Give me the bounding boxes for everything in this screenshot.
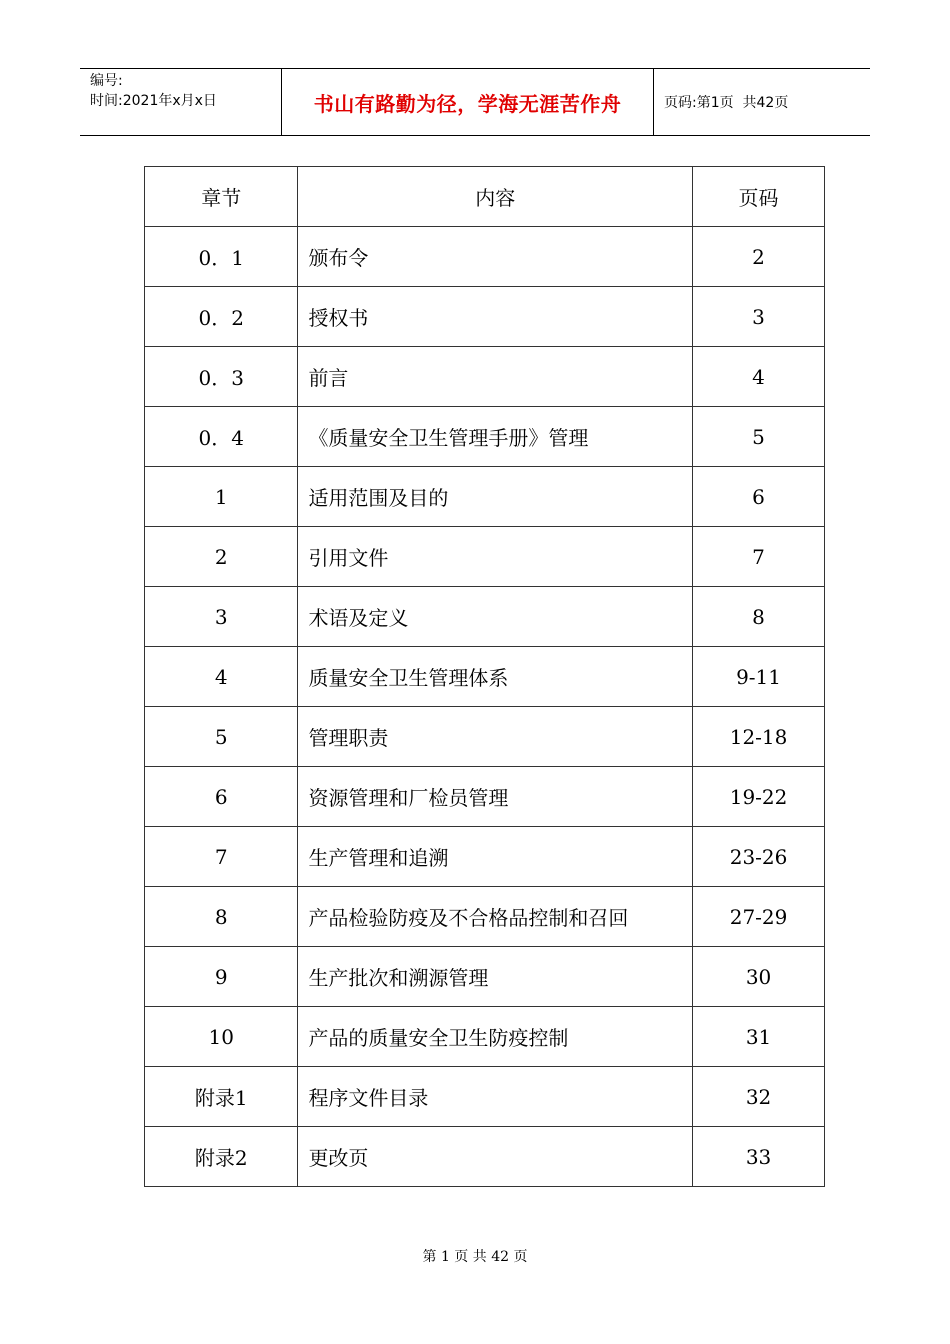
page-cell: 5 (693, 407, 825, 467)
chapter-cell: 10 (145, 1007, 298, 1067)
page-cell: 23-26 (693, 827, 825, 887)
page-cell: 27-29 (693, 887, 825, 947)
chapter-cell: 附录2 (145, 1127, 298, 1187)
table-row (145, 467, 825, 527)
header-page: 页码 (693, 167, 825, 227)
content-cell: 程序文件目录 (298, 1067, 693, 1127)
code-label: 编号: (90, 73, 123, 89)
header-content: 内容 (298, 167, 693, 227)
content-cell: 适用范围及目的 (298, 467, 693, 527)
content-cell: 产品检验防疫及不合格品控制和召回 (298, 887, 693, 947)
table-row (145, 647, 825, 707)
table-row (145, 527, 825, 587)
chapter-cell: 0．1 (145, 227, 298, 287)
content-cell: 《质量安全卫生管理手册》管理 (298, 407, 693, 467)
table-row (145, 227, 825, 287)
chapter-cell: 4 (145, 647, 298, 707)
header-motto-cell (282, 69, 654, 135)
table-row (145, 947, 825, 1007)
page-cell: 12-18 (693, 707, 825, 767)
content-cell: 资源管理和厂检员管理 (298, 767, 693, 827)
chapter-cell: 5 (145, 707, 298, 767)
content-cell: 质量安全卫生管理体系 (298, 647, 693, 707)
table-row (145, 347, 825, 407)
table-row (145, 287, 825, 347)
table-row (145, 1067, 825, 1127)
content-cell: 生产批次和溯源管理 (298, 947, 693, 1007)
content-cell: 术语及定义 (298, 587, 693, 647)
chapter-cell: 0．2 (145, 287, 298, 347)
chapter-cell: 附录1 (145, 1067, 298, 1127)
chapter-cell: 2 (145, 527, 298, 587)
chapter-cell: 7 (145, 827, 298, 887)
content-cell: 产品的质量安全卫生防疫控制 (298, 1007, 693, 1067)
page-cell: 9-11 (693, 647, 825, 707)
content-cell: 更改页 (298, 1127, 693, 1187)
content-cell: 颁布令 (298, 227, 693, 287)
chapter-cell: 0．3 (145, 347, 298, 407)
content-cell: 前言 (298, 347, 693, 407)
content-cell: 引用文件 (298, 527, 693, 587)
page-cell: 8 (693, 587, 825, 647)
chapter-cell: 9 (145, 947, 298, 1007)
table-row (145, 1127, 825, 1187)
page-cell: 2 (693, 227, 825, 287)
page-cell: 19-22 (693, 767, 825, 827)
page-cell: 32 (693, 1067, 825, 1127)
chapter-cell: 6 (145, 767, 298, 827)
chapter-cell: 1 (145, 467, 298, 527)
page-info: 页码:第1页 共42页 (664, 95, 789, 111)
table-row (145, 1007, 825, 1067)
toc-table (144, 166, 825, 1187)
page-cell: 7 (693, 527, 825, 587)
table-row (145, 407, 825, 467)
content-cell: 生产管理和追溯 (298, 827, 693, 887)
page-cell: 33 (693, 1127, 825, 1187)
date-label: 时间:2021年x月x日 (90, 93, 217, 109)
toc-header-row (145, 167, 825, 227)
chapter-cell: 0．4 (145, 407, 298, 467)
page-cell: 4 (693, 347, 825, 407)
table-row (145, 587, 825, 647)
chapter-cell: 3 (145, 587, 298, 647)
page-cell: 3 (693, 287, 825, 347)
page-cell: 6 (693, 467, 825, 527)
header-meta (80, 69, 282, 135)
motto-text: 书山有路勤为径，学海无涯苦作舟 (313, 91, 622, 116)
page-footer: 第 1 页 共 42 页 (422, 1249, 528, 1265)
table-row (145, 767, 825, 827)
page-cell: 31 (693, 1007, 825, 1067)
document-header (80, 68, 870, 136)
chapter-cell: 8 (145, 887, 298, 947)
table-row (145, 827, 825, 887)
page-cell: 30 (693, 947, 825, 1007)
table-row (145, 887, 825, 947)
header-chapter: 章节 (145, 167, 298, 227)
header-page-cell (654, 69, 870, 135)
content-cell: 管理职责 (298, 707, 693, 767)
table-row (145, 707, 825, 767)
content-cell: 授权书 (298, 287, 693, 347)
